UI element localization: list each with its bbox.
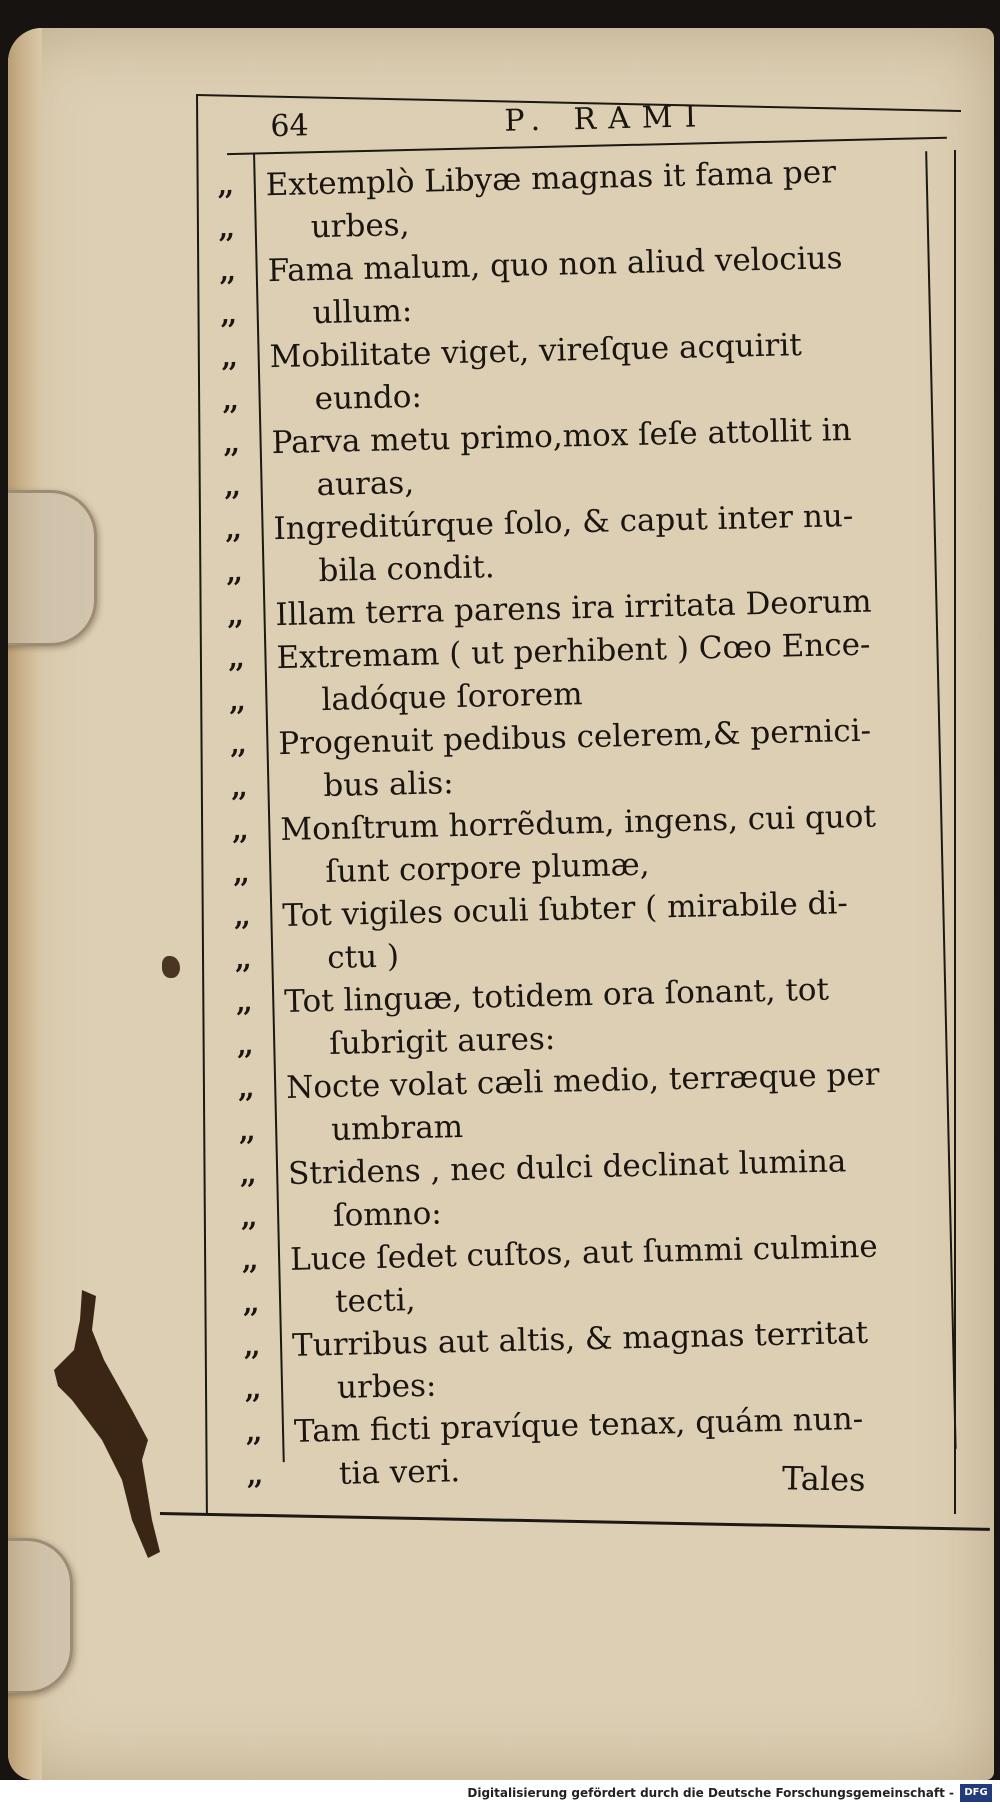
quotation-mark: ,,: [246, 1460, 262, 1491]
quotation-mark: ,,: [236, 1030, 252, 1062]
quotation-mark: ,,: [239, 1159, 255, 1191]
book-clasp-bottom: [8, 1538, 73, 1694]
quotation-mark: ,,: [241, 1245, 257, 1277]
verse-text: ladóque ſororem: [321, 676, 583, 719]
quotation-mark: ,,: [227, 600, 242, 632]
verse-text: Extremam ( ut perhibent ) Cœo Ence-: [276, 626, 871, 677]
verse-text: auras,: [316, 464, 415, 504]
verse-text: bus alis:: [323, 765, 455, 805]
verse-text: Extemplò Libyæ magnas it fama per: [265, 154, 837, 204]
quotation-mark: ,,: [242, 1288, 258, 1320]
quotation-mark: ,,: [220, 299, 236, 331]
quotation-mark: ,,: [232, 815, 247, 847]
dfg-logo: DFG: [960, 1784, 992, 1802]
verse-text: bila condit.: [318, 549, 495, 590]
quotation-mark: ,,: [244, 1374, 260, 1405]
book-clasp-top: [8, 490, 97, 646]
verse-text: ctu ): [326, 938, 400, 977]
verse-text: Nocte volat cæli medio, terræque per: [285, 1056, 880, 1106]
verse-text: ſomno:: [332, 1195, 443, 1234]
paper-speck: [162, 956, 180, 978]
verse-text: umbram: [330, 1108, 464, 1148]
quotation-mark: ,,: [233, 858, 248, 890]
verse-text: Mobilitate viget, vireſque acquirit: [269, 327, 803, 376]
verse-text: Fama malum, quo non aliud velocius: [267, 240, 843, 290]
quotation-mark: ,,: [221, 342, 237, 374]
quotation-mark: ,,: [245, 1417, 261, 1448]
catchword: Tales: [781, 1459, 866, 1499]
verse-text: Ingreditúrque ſolo, & caput inter nu-: [273, 497, 854, 548]
funding-credit: Digitalisierung gefördert durch die Deutsche Forschungsgemeinschaft -: [467, 1786, 954, 1800]
verse-text: tecti,: [334, 1282, 416, 1320]
page-number: 64: [270, 108, 310, 145]
verse-text: Stridens , nec dulci declinat lumina: [287, 1143, 847, 1192]
quotation-mark: ,,: [230, 729, 245, 761]
quotation-mark: ,,: [228, 643, 243, 675]
quotation-mark: ,,: [234, 901, 249, 933]
quotation-mark: ,,: [223, 428, 239, 460]
quotation-mark: ,,: [238, 1116, 254, 1148]
quotation-mark: ,,: [237, 1073, 253, 1105]
quotation-mark: ,,: [235, 987, 251, 1019]
ink-stain: [52, 1290, 162, 1560]
verse-text: Parva metu primo,mox ſeſe attollit in: [271, 411, 852, 462]
verse-text: tia veri.: [338, 1453, 461, 1492]
verse-text: Tam ficti pravíque tenax, quám nun-: [293, 1400, 864, 1450]
quotation-mark: ,,: [235, 944, 250, 976]
verse-text: Tot vigiles oculi ſubter ( mirabile di-: [281, 885, 849, 935]
quotation-mark: ,,: [219, 256, 235, 288]
verse-text: eundo:: [314, 378, 423, 418]
quotation-mark: ,,: [225, 514, 241, 546]
verse-text: urbes:: [336, 1367, 437, 1406]
verse-text: Turribus aut altis, & magnas territat: [291, 1314, 869, 1364]
quotation-mark: ,,: [240, 1202, 256, 1234]
text-block: [186, 91, 978, 1508]
verse-list: [187, 149, 977, 1499]
verse-text: urbes,: [310, 206, 410, 246]
verse-text: ullum:: [312, 292, 413, 332]
quotation-mark: ,,: [231, 772, 246, 804]
verse-text: Illam terra parens ira irritata Deorum: [275, 583, 872, 634]
quotation-mark: ,,: [229, 686, 244, 718]
quotation-mark: ,,: [243, 1331, 259, 1362]
quotation-mark: ,,: [218, 213, 234, 245]
quotation-mark: ,,: [217, 170, 233, 202]
quotation-mark: ,,: [226, 557, 242, 589]
verse-text: Progenuit pedibus celerem,& pernici-: [278, 712, 872, 763]
binding-edge: [8, 28, 42, 1780]
verse-text: Monſtrum horrẽdum, ingens, cui quot: [279, 798, 877, 849]
quotation-mark: ,,: [222, 385, 238, 417]
verse-text: ſubrigit aures:: [328, 1020, 556, 1062]
digitization-footer: [0, 1780, 1000, 1810]
verse-text: Tot linguæ, totidem ora ſonant, tot: [283, 971, 830, 1020]
verse-text: ſunt corpore plumæ,: [324, 846, 650, 891]
verse-text: Luce ſedet cuſtos, aut ſummi culmine: [289, 1228, 879, 1278]
quotation-mark: ,,: [224, 471, 240, 503]
running-head: P. RAMI: [503, 99, 709, 139]
